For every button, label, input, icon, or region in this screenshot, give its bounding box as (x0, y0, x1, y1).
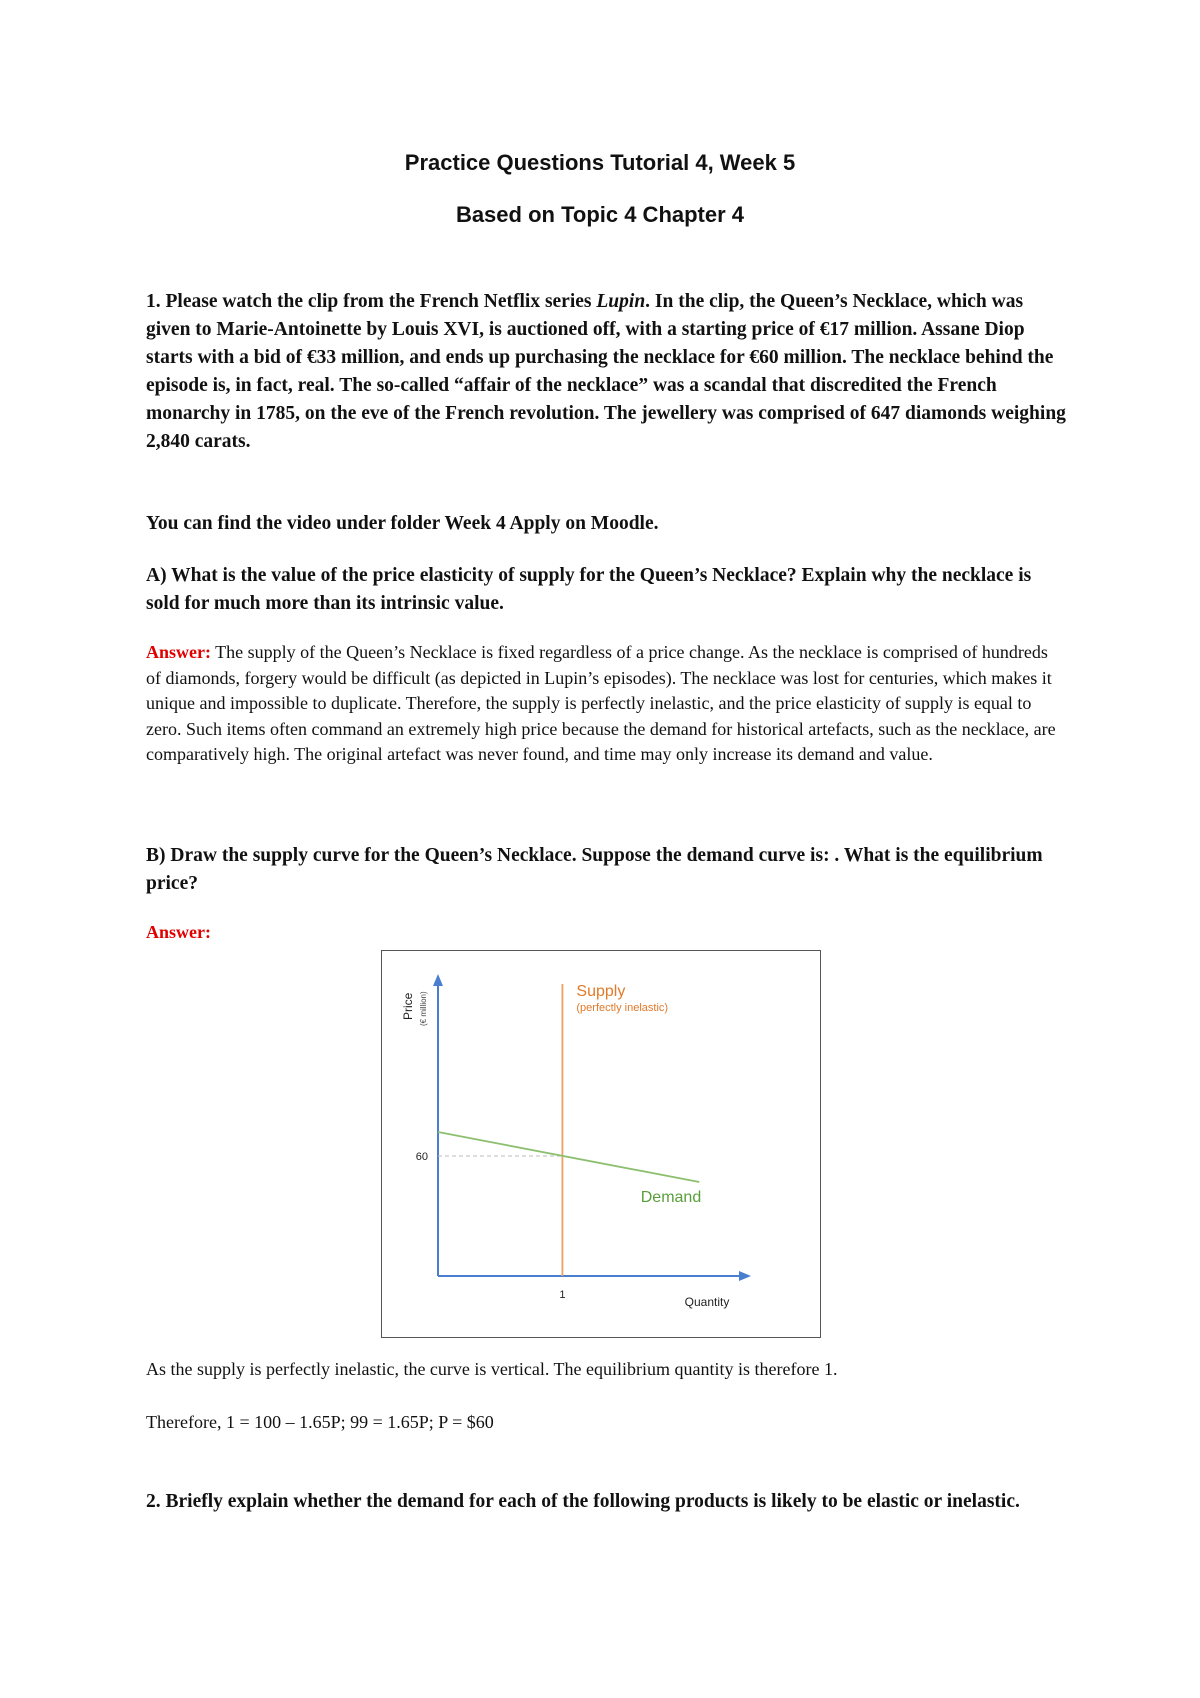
answer-b-label: Answer: (146, 922, 211, 942)
answer-a-label: Answer: (146, 642, 211, 662)
answer-b-label-line (146, 920, 1066, 946)
answer-b-text-2: Therefore, 1 = 100 – 1.65P; 99 = 1.65P; P = $60 (146, 1412, 494, 1432)
page-title: Practice Questions Tutorial 4, Week 5 (404, 150, 796, 175)
supply-label: Supply (576, 983, 626, 1000)
question-1-text-start: 1. Please watch the clip from the French Netflix series (146, 291, 597, 312)
y-axis-label: Price (401, 992, 415, 1020)
question-b: B) Draw the supply curve for the Queen’s Necklace. Suppose the demand curve is: . What is the equilibrium price? (146, 845, 1043, 894)
supply-demand-chart (381, 950, 821, 1338)
question-a: A) What is the value of the price elasticity of supply for the Queen’s Necklace? Explain why the necklace is sold for much more than its intrinsic value. (146, 565, 1032, 614)
answer-a-text: The supply of the Queen’s Necklace is fixed regardless of a price change. As the necklace is comprised of hundreds of diamonds, forgery would be difficult (as depicted in Lupin’s episodes). The necklace was lost for centuries, which makes it unique and impossible to duplicate. Therefore, the supply is perfectly inelastic, and the price elasticity of supply is equal to zero. Such items often command an extremely high price because the demand for historical artefacts, such as the necklace, are comparatively high. The original artefact was never found, and time may only increase its demand and value. (146, 642, 1056, 764)
x-tick-label: 1 (559, 1289, 566, 1301)
answer-a (146, 640, 1066, 768)
x-axis-arrow (739, 1271, 751, 1281)
question-1 (146, 288, 1066, 456)
question-1-text-end: . In the clip, the Queen’s Necklace, which was given to Marie-Antoinette by Louis XVI, is auctioned off, with a starting price of €17 million. Assane Diop starts with a bid of €33 million, and ends up purchasing the necklace for €60 million. The necklace behind the episode is, in fact, real. The so-called “affair of the necklace” was a scandal that discredited the French monarchy in 1785, on the eve of the French revolution. The jewellery was comprised of 647 diamonds weighing 2,840 carats. (146, 291, 1066, 452)
demand-line (438, 1132, 699, 1182)
supply-sublabel: (perfectly inelastic) (576, 1002, 669, 1014)
page-subtitle: Based on Topic 4 Chapter 4 (455, 202, 745, 227)
x-axis-label: Quantity (684, 1295, 730, 1309)
series-title: Lupin (596, 291, 646, 312)
chart-svg (382, 951, 819, 1336)
answer-b-text-1: As the supply is perfectly inelastic, the curve is vertical. The equilibrium quantity is therefore 1. (146, 1359, 838, 1379)
question-2: 2. Briefly explain whether the demand for each of the following products is likely to be elastic or inelastic. (146, 1491, 1020, 1512)
y-tick-label: 60 (415, 1151, 428, 1163)
y-axis-arrow (433, 974, 443, 986)
video-note: You can find the video under folder Week 4 Apply on Moodle. (146, 513, 659, 534)
demand-label: Demand (640, 1189, 702, 1206)
y-axis-unit-label: (€ million) (419, 991, 428, 1026)
